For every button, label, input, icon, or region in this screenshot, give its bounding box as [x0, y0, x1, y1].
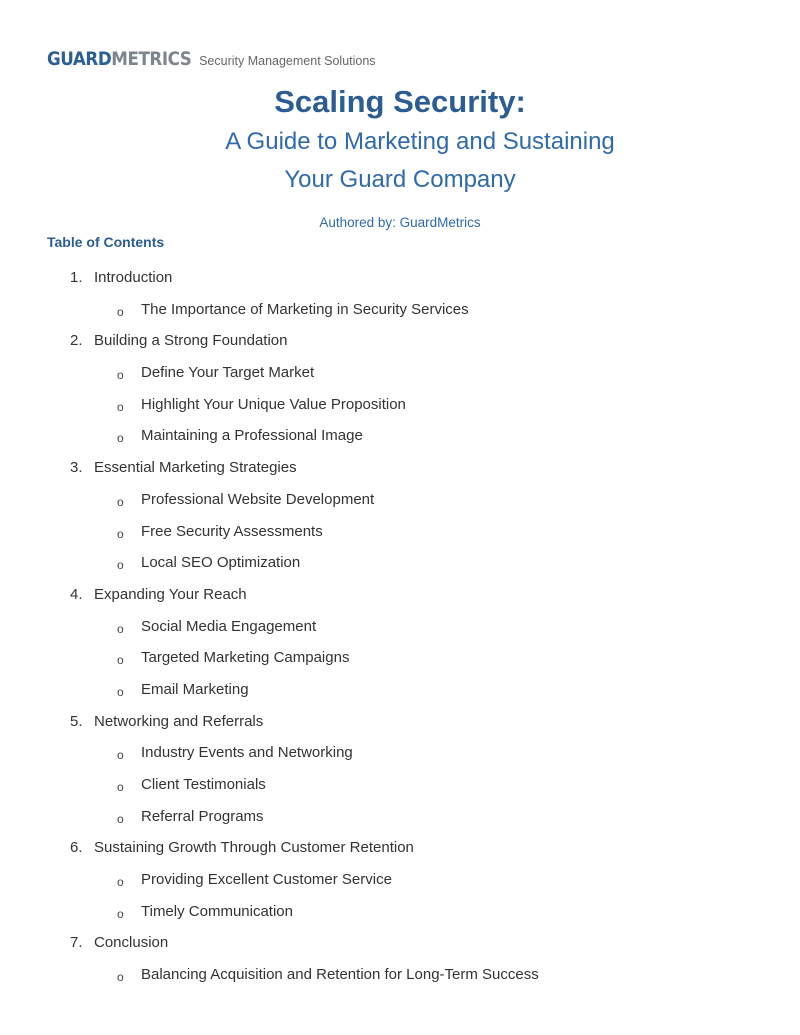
toc-subitem-title: Providing Excellent Customer Service — [141, 871, 392, 889]
document-subtitle-line-2: Your Guard Company — [284, 166, 516, 193]
circle-bullet-icon: o — [117, 875, 124, 890]
toc-section-title: Networking and Referrals — [94, 712, 264, 730]
toc-section — [0, 931, 800, 994]
toc-subitem-title: Email Marketing — [141, 680, 249, 698]
table-of-contents — [0, 266, 800, 995]
circle-bullet-icon: o — [117, 684, 124, 699]
toc-section-title: Expanding Your Reach — [94, 585, 247, 603]
toc-section-number: 5. — [70, 712, 83, 730]
toc-subitem — [0, 393, 800, 425]
toc-section-number: 4. — [70, 585, 83, 603]
toc-section-number: 2. — [70, 332, 83, 350]
toc-section-number: 1. — [70, 269, 83, 286]
toc-section — [0, 710, 800, 837]
toc-subitem-title: Define Your Target Market — [141, 364, 315, 382]
toc-section-row — [0, 931, 800, 963]
toc-subitem-title: The Importance of Marketing in Security Services — [141, 300, 469, 318]
toc-section-title: Building a Strong Foundation — [94, 332, 288, 350]
toc-section — [0, 583, 800, 710]
toc-section — [0, 266, 800, 329]
circle-bullet-icon: o — [117, 304, 124, 319]
toc-heading: Table of Contents — [47, 234, 165, 250]
toc-section-title: Introduction — [94, 269, 173, 286]
toc-subitem — [0, 963, 800, 995]
toc-subitem — [0, 678, 800, 710]
toc-section — [0, 836, 800, 931]
toc-subitem — [0, 900, 800, 932]
logo-part-guard: GUARD — [47, 48, 112, 70]
circle-bullet-icon: o — [117, 811, 124, 826]
toc-subitem — [0, 868, 800, 900]
circle-bullet-icon: o — [117, 399, 124, 414]
toc-subitem-title: Free Security Assessments — [141, 522, 323, 540]
toc-subitem — [0, 773, 800, 805]
toc-section-title: Conclusion — [94, 934, 169, 952]
circle-bullet-icon: o — [117, 748, 124, 763]
toc-subitem — [0, 615, 800, 647]
toc-subitem-title: Balancing Acquisition and Retention for Long-Term Success — [141, 966, 539, 984]
toc-subitem — [0, 520, 800, 552]
brand-header — [47, 48, 376, 70]
toc-section-number: 6. — [70, 839, 83, 857]
toc-subitem — [0, 488, 800, 520]
document-title: Scaling Security: — [274, 84, 526, 119]
author-line: Authored by: GuardMetrics — [319, 215, 481, 230]
toc-subitem-title: Industry Events and Networking — [141, 744, 353, 762]
toc-subitem — [0, 805, 800, 837]
toc-section-row — [0, 583, 800, 615]
toc-section-row — [0, 836, 800, 868]
circle-bullet-icon: o — [117, 558, 124, 573]
toc-section-title: Sustaining Growth Through Customer Retention — [94, 839, 414, 857]
circle-bullet-icon: o — [117, 906, 124, 921]
toc-section-number: 7. — [70, 934, 83, 952]
toc-subitem — [0, 646, 800, 678]
circle-bullet-icon: o — [117, 494, 124, 509]
toc-section-number: 3. — [70, 459, 83, 477]
brand-tagline: Security Management Solutions — [199, 54, 376, 68]
toc-subitem — [0, 551, 800, 583]
toc-subitem-title: Referral Programs — [141, 807, 264, 825]
toc-subitem — [0, 741, 800, 773]
toc-subitem-title: Client Testimonials — [141, 776, 266, 793]
toc-subitem — [0, 298, 800, 330]
toc-section-title: Essential Marketing Strategies — [94, 459, 297, 477]
circle-bullet-icon: o — [117, 621, 124, 636]
circle-bullet-icon: o — [117, 368, 124, 383]
toc-subitem-title: Maintaining a Professional Image — [141, 427, 363, 445]
toc-section — [0, 456, 800, 583]
toc-section-row — [0, 710, 800, 742]
toc-subitem-title: Timely Communication — [141, 902, 293, 920]
toc-subitem-title: Professional Website Development — [141, 490, 375, 508]
document-subtitle-line-1: A Guide to Marketing and Sustaining — [225, 128, 615, 155]
toc-section — [0, 329, 800, 456]
logo-part-metrics: METRICS — [111, 48, 192, 70]
circle-bullet-icon: o — [117, 653, 124, 668]
toc-subitem-title: Highlight Your Unique Value Proposition — [141, 395, 406, 413]
toc-section-row — [0, 329, 800, 361]
circle-bullet-icon: o — [117, 431, 124, 446]
toc-subitem — [0, 424, 800, 456]
circle-bullet-icon: o — [117, 526, 124, 541]
toc-section-row — [0, 456, 800, 488]
circle-bullet-icon: o — [117, 970, 124, 985]
toc-subitem-title: Local SEO Optimization — [141, 554, 301, 572]
toc-subitem — [0, 361, 800, 393]
toc-subitem-title: Targeted Marketing Campaigns — [141, 649, 350, 667]
toc-section-row — [0, 266, 800, 298]
guardmetrics-logo — [47, 48, 191, 70]
toc-subitem-title: Social Media Engagement — [141, 617, 317, 635]
circle-bullet-icon: o — [117, 780, 124, 794]
